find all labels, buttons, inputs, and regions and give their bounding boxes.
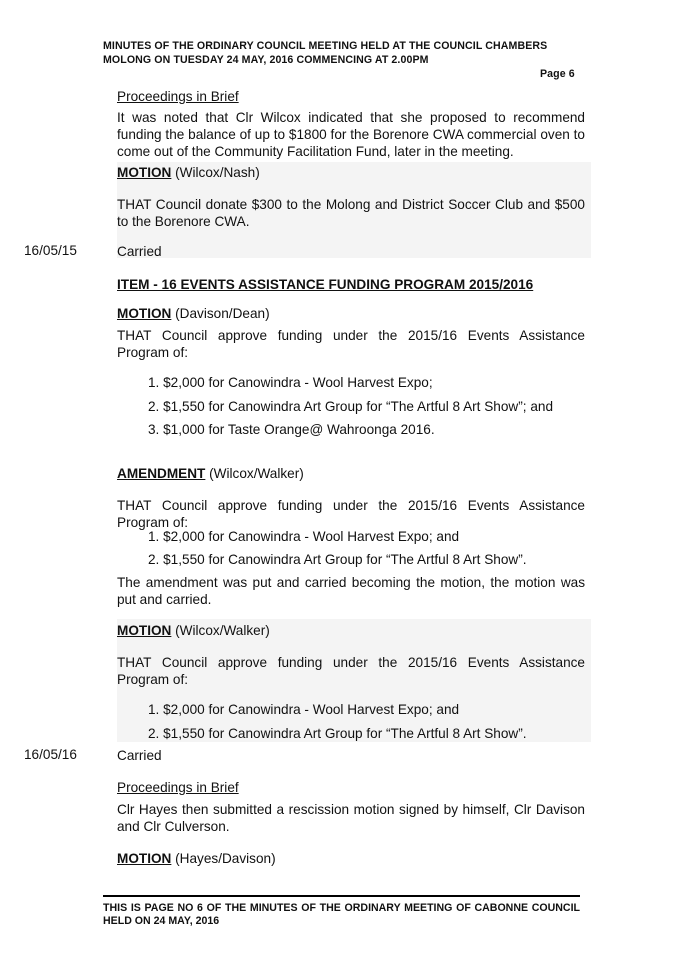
motion-heading: MOTION (Wilcox/Nash) xyxy=(117,165,260,180)
list-item: 2. $1,550 for Canowindra Art Group for “The Artful 8 Art Show”. xyxy=(148,552,527,567)
amendment-text: THAT Council approve funding under the 2015/16 Events Assistance Program of: xyxy=(117,498,585,530)
proceedings-text: Clr Hayes then submitted a rescission motion signed by himself, Clr Davison and Clr Culverson. xyxy=(117,802,585,834)
footer-text: THIS IS PAGE NO 6 OF THE MINUTES OF THE ORDINARY MEETING OF CABONNE COUNCIL HELD ON 24 MAY, 2016 xyxy=(103,902,580,927)
amendment-heading: AMENDMENT (Wilcox/Walker) xyxy=(117,466,304,481)
header-line-1: MINUTES OF THE ORDINARY COUNCIL MEETING HELD AT THE COUNCIL CHAMBERS xyxy=(103,40,548,52)
motion-heading: MOTION (Hayes/Davison) xyxy=(117,851,276,866)
footer-rule xyxy=(103,895,580,897)
motion-result: Carried xyxy=(117,748,162,763)
list-item: 3. $1,000 for Taste Orange@ Wahroonga 2016. xyxy=(148,422,435,437)
page-number: Page 6 xyxy=(540,68,575,80)
list-item: 2. $1,550 for Canowindra Art Group for “The Artful 8 Art Show”. xyxy=(148,726,527,741)
amendment-note: The amendment was put and carried becoming the motion, the motion was put and carried. xyxy=(117,575,585,607)
motion-text: THAT Council donate $300 to the Molong and District Soccer Club and $500 to the Borenore CWA. xyxy=(117,197,585,229)
item-title: ITEM - 16 EVENTS ASSISTANCE FUNDING PROGRAM 2015/2016 xyxy=(117,277,534,292)
resolution-number: 16/05/15 xyxy=(24,243,77,258)
proceedings-text: It was noted that Clr Wilcox indicated that she proposed to recommend funding the balance of up to $1800 for the Borenore CWA commercial oven to come out of the Community Facilitation Fund, later in the meeting. xyxy=(117,110,585,159)
resolution-number: 16/05/16 xyxy=(24,747,77,762)
proceedings-heading: Proceedings in Brief xyxy=(117,780,239,795)
list-item: 2. $1,550 for Canowindra Art Group for “The Artful 8 Art Show”; and xyxy=(148,399,554,414)
motion-heading: MOTION (Wilcox/Walker) xyxy=(117,623,270,638)
motion-result: Carried xyxy=(117,244,162,259)
motion-text: THAT Council approve funding under the 2015/16 Events Assistance Program of: xyxy=(117,328,585,360)
list-item: 1. $2,000 for Canowindra - Wool Harvest Expo; and xyxy=(148,702,460,717)
motion-text: THAT Council approve funding under the 2015/16 Events Assistance Program of: xyxy=(117,655,585,687)
header-line-2: MOLONG ON TUESDAY 24 MAY, 2016 COMMENCING AT 2.00PM xyxy=(103,54,429,66)
motion-heading: MOTION (Davison/Dean) xyxy=(117,306,270,321)
list-item: 1. $2,000 for Canowindra - Wool Harvest Expo; and xyxy=(148,529,460,544)
proceedings-heading: Proceedings in Brief xyxy=(117,89,239,104)
list-item: 1. $2,000 for Canowindra - Wool Harvest Expo; xyxy=(148,375,433,390)
